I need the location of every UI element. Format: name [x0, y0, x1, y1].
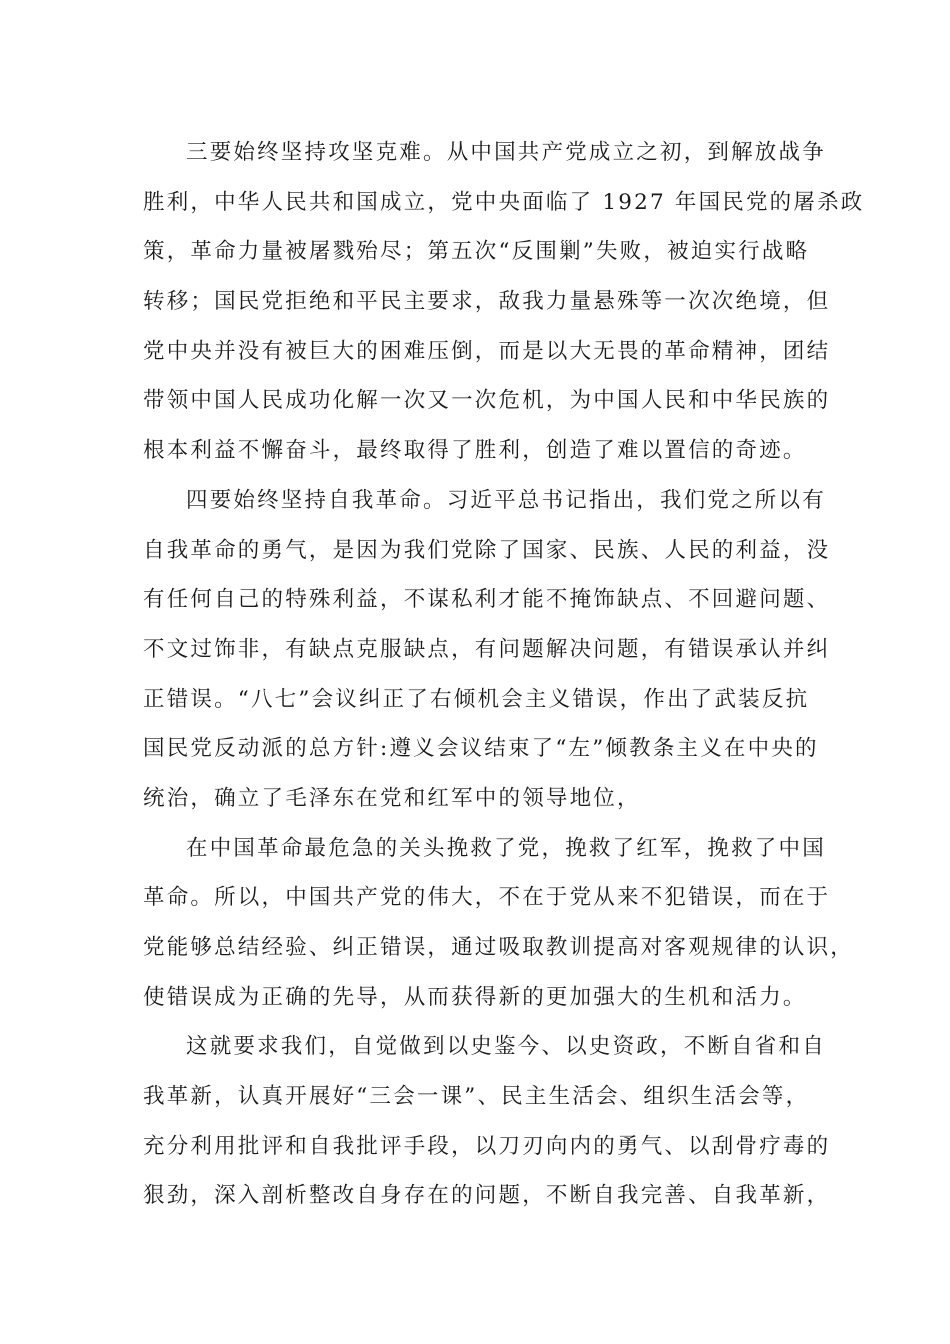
text-line: 革命。所以，中国共产党的伟大，不在于党从来不犯错误，而在于 — [143, 885, 831, 911]
text-line: 使错误成为正确的先导，从而获得新的更加强大的生机和活力。 — [143, 984, 807, 1010]
text-line: 胜利，中华人民共和国成立，党中央面临了 1927 年国民党的屠杀政 — [143, 189, 865, 215]
text-line: 狠劲，深入剖析整改自身存在的问题，不断自我完善、自我革新， — [143, 1183, 831, 1209]
text-line: 国民党反动派的总方针:遵义会议结束了“左”倾教条主义在中央的 — [143, 736, 819, 762]
text-line: 有任何自己的特殊利益，不谋私利才能不掩饰缺点、不回避问题、 — [143, 587, 831, 613]
body-text — [143, 128, 865, 1221]
text-line: 正错误。“八七”会议纠正了右倾机会主义错误，作出了武装反抗 — [143, 686, 810, 712]
text-line: 策，革命力量被屠戮殆尽；第五次“反围剿”失败，被迫实行战略 — [143, 239, 810, 265]
text-line: 这就要求我们，自觉做到以史鉴今、以史资政，不断自省和自 — [186, 1034, 826, 1060]
text-line: 不文过饰非，有缺点克服缺点，有问题解决问题，有错误承认并纠 — [143, 636, 831, 662]
text-line: 三要始终坚持攻坚克难。从中国共产党成立之初，到解放战争 — [186, 140, 826, 165]
text-line: 在中国革命最危急的关头挽救了党，挽救了红军，挽救了中国 — [186, 835, 826, 861]
text-line: 党中央并没有被巨大的困难压倒，而是以大无畏的革命精神，团结 — [143, 338, 831, 364]
text-line: 根本利益不懈奋斗，最终取得了胜利，创造了难以置信的奇迹。 — [143, 438, 807, 464]
text-line: 党能够总结经验、纠正错误，通过吸取教训提高对客观规律的认识， — [143, 935, 855, 960]
text-line: 带领中国人民成功化解一次又一次危机，为中国人民和中华民族的 — [143, 388, 831, 414]
text-line: 四要始终坚持自我革命。习近平总书记指出，我们党之所以有 — [186, 487, 826, 513]
text-line: 自我革命的勇气，是因为我们党除了国家、民族、人民的利益，没 — [143, 537, 831, 563]
text-line: 我革新，认真开展好“三会一课”、民主生活会、组织生活会等， — [143, 1084, 810, 1110]
text-line: 充分利用批评和自我批评手段，以刀刃向内的勇气、以刮骨疗毒的 — [143, 1133, 831, 1159]
text-line: 转移；国民党拒绝和平民主要求，敌我力量悬殊等一次次绝境，但 — [143, 289, 831, 315]
text-line: 统治，确立了毛泽东在党和红军中的领导地位， — [143, 785, 641, 811]
